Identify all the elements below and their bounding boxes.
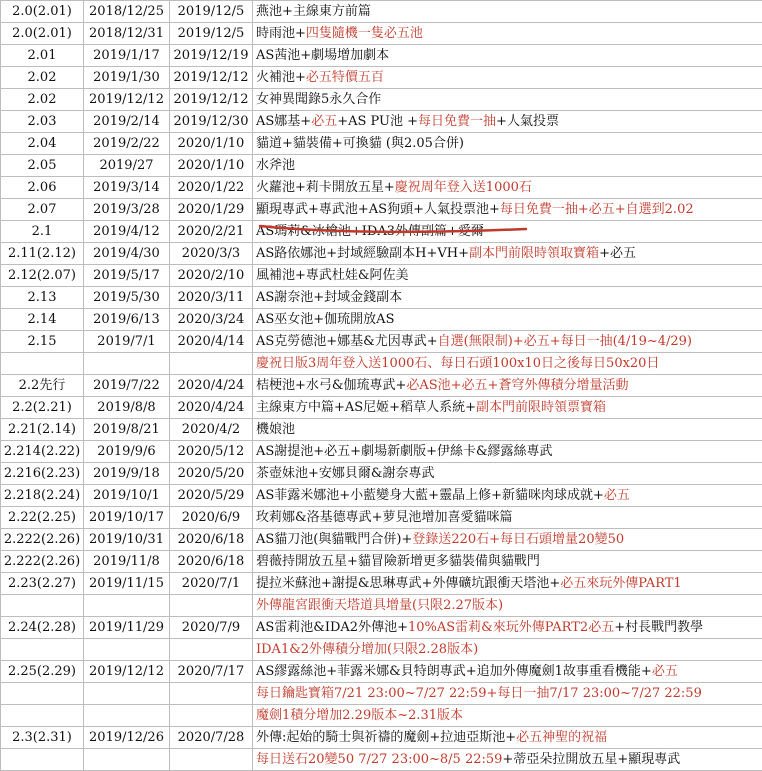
tw-date-cell: 2020/1/29 <box>170 199 253 221</box>
tw-date-cell <box>170 639 253 661</box>
tw-date-cell: 2020/4/14 <box>170 331 253 353</box>
tw-date-cell: 2020/7/17 <box>170 661 253 683</box>
jp-date-cell: 2019/12/12 <box>84 661 170 683</box>
highlight-text: 魔劍1積分增加2.29版本~2.31版本 <box>256 708 463 723</box>
table-row <box>1 551 762 573</box>
table-row <box>1 595 762 617</box>
content-cell <box>253 573 762 595</box>
tw-date-cell: 2020/1/22 <box>170 177 253 199</box>
jp-date-cell: 2019/10/1 <box>84 485 170 507</box>
highlight-text: 自選(無限制)+必五+每日一抽(4/19~4/29) <box>438 334 692 349</box>
tw-date-cell: 2020/5/12 <box>170 441 253 463</box>
tw-date-cell: 2020/1/10 <box>170 133 253 155</box>
tw-date-cell: 2020/4/2 <box>170 419 253 441</box>
tw-date-cell: 2020/6/18 <box>170 551 253 573</box>
jp-date-cell: 2019/11/8 <box>84 551 170 573</box>
jp-date-cell: 2019/6/13 <box>84 309 170 331</box>
table-row <box>1 617 762 639</box>
table-row <box>1 45 762 67</box>
table-row <box>1 133 762 155</box>
content-cell <box>253 529 762 551</box>
content-cell <box>253 639 762 661</box>
content-cell <box>253 617 762 639</box>
jp-date-cell: 2019/3/28 <box>84 199 170 221</box>
version-cell: 2.218(2.24) <box>1 485 84 507</box>
highlight-text: 必五 <box>652 664 678 679</box>
tw-date-cell: 2020/4/24 <box>170 375 253 397</box>
content-cell <box>253 507 762 529</box>
version-cell: 2.0(2.01) <box>1 1 84 23</box>
jp-date-cell: 2018/12/25 <box>84 1 170 23</box>
content-cell <box>253 727 762 749</box>
table-row <box>1 485 762 507</box>
content-text: 水斧池 <box>256 158 295 173</box>
content-cell <box>253 155 762 177</box>
content-text: AS巫女池+伽琉開放AS <box>256 312 394 327</box>
version-cell: 2.04 <box>1 133 84 155</box>
table-row <box>1 441 762 463</box>
version-cell <box>1 749 84 771</box>
jp-date-cell: 2019/27 <box>84 155 170 177</box>
highlight-text: 副本門前限時領票寶箱 <box>476 400 606 415</box>
content-cell <box>253 133 762 155</box>
content-cell <box>253 221 762 243</box>
tw-date-cell: 2020/3/3 <box>170 243 253 265</box>
version-cell: 2.07 <box>1 199 84 221</box>
content-text: 主線東方中篇+AS尼姬+稻草人系統+ <box>256 400 476 415</box>
content-text: AS菲露米娜池+小藍變身大藍+靈晶上修+新貓咪肉球成就+ <box>256 488 604 503</box>
table-row <box>1 639 762 661</box>
jp-date-cell: 2019/12/26 <box>84 727 170 749</box>
jp-date-cell: 2019/7/22 <box>84 375 170 397</box>
table-row <box>1 749 762 771</box>
tw-date-cell: 2020/3/24 <box>170 309 253 331</box>
highlight-text: IDA1&2外傳積分增加(只限2.28版本) <box>256 642 478 657</box>
content-text: 桔梗池+水弓&伽琉專武+ <box>256 378 406 393</box>
jp-date-cell: 2019/9/6 <box>84 441 170 463</box>
jp-date-cell: 2019/11/15 <box>84 573 170 595</box>
highlight-text: 必五來玩外傳PART1 <box>560 576 681 591</box>
table-row <box>1 23 762 45</box>
content-text: 燕池+主線東方前篇 <box>256 4 371 19</box>
content-cell <box>253 177 762 199</box>
table-row <box>1 705 762 727</box>
tw-date-cell: 2020/7/1 <box>170 573 253 595</box>
jp-date-cell: 2019/10/17 <box>84 507 170 529</box>
version-cell: 2.22(2.25) <box>1 507 84 529</box>
table-row <box>1 661 762 683</box>
content-cell <box>253 309 762 331</box>
jp-date-cell <box>84 683 170 705</box>
table-row <box>1 89 762 111</box>
content-cell <box>253 419 762 441</box>
tw-date-cell: 2020/7/9 <box>170 617 253 639</box>
tw-date-cell <box>170 595 253 617</box>
content-cell <box>253 441 762 463</box>
jp-date-cell: 2019/12/12 <box>84 89 170 111</box>
jp-date-cell: 2019/11/29 <box>84 617 170 639</box>
version-cell: 2.216(2.23) <box>1 463 84 485</box>
highlight-text: 每日免費一抽 <box>418 114 496 129</box>
table-row <box>1 155 762 177</box>
content-text: +必五 <box>599 246 636 261</box>
version-cell: 2.06 <box>1 177 84 199</box>
jp-date-cell: 2019/8/21 <box>84 419 170 441</box>
version-cell: 2.1 <box>1 221 84 243</box>
tw-date-cell: 2019/12/12 <box>170 89 253 111</box>
jp-date-cell: 2019/8/8 <box>84 397 170 419</box>
tw-date-cell: 2020/4/24 <box>170 397 253 419</box>
version-cell: 2.214(2.22) <box>1 441 84 463</box>
highlight-text: 必五 <box>604 488 630 503</box>
tw-date-cell: 2019/12/12 <box>170 67 253 89</box>
tw-date-cell: 2020/1/10 <box>170 155 253 177</box>
table-row <box>1 529 762 551</box>
table-row <box>1 353 762 375</box>
table-row <box>1 111 762 133</box>
highlight-text: 慶祝日版3周年登入送1000石、每日石頭100x10日之後每日50x20日 <box>256 356 659 371</box>
jp-date-cell <box>84 595 170 617</box>
content-text: AS謝提池+必五+劇場新劇版+伊絲卡&繆露絲專武 <box>256 444 553 459</box>
jp-date-cell: 2019/1/17 <box>84 45 170 67</box>
table-row <box>1 683 762 705</box>
content-cell <box>253 661 762 683</box>
version-cell: 2.2(2.21) <box>1 397 84 419</box>
version-cell: 2.24(2.28) <box>1 617 84 639</box>
tw-date-cell: 2020/2/10 <box>170 265 253 287</box>
content-text: AS繆露絲池+菲露米娜&貝特朗專武+追加外傳魔劍1故事重看機能+ <box>256 664 652 679</box>
table-body <box>1 1 762 771</box>
content-text: 茶壺妹池+安娜貝爾&謝奈專武 <box>256 466 434 481</box>
table-row <box>1 331 762 353</box>
content-cell <box>253 595 762 617</box>
content-cell <box>253 397 762 419</box>
highlight-text: 必五神聖的祝福 <box>516 730 607 745</box>
jp-date-cell: 2019/2/14 <box>84 111 170 133</box>
tw-date-cell: 2020/6/18 <box>170 529 253 551</box>
content-text: 貓道+貓裝備+可換貓 (與2.05合併) <box>256 136 464 151</box>
content-text: AS茜池+劇場增加劇本 <box>256 48 389 63</box>
version-cell <box>1 639 84 661</box>
content-text: AS瑪莉&冰槍池+IDA3外傳副篇+愛爾 <box>256 224 484 239</box>
version-cell: 2.01 <box>1 45 84 67</box>
table-row <box>1 727 762 749</box>
content-text: AS克勞德池+娜基&尤因專武+ <box>256 334 438 349</box>
tw-date-cell <box>170 353 253 375</box>
table-row <box>1 265 762 287</box>
content-text: +村長戰門教學 <box>614 620 703 635</box>
jp-date-cell: 2019/5/30 <box>84 287 170 309</box>
highlight-text: 慶祝周年登入送1000石 <box>395 180 532 195</box>
jp-date-cell: 2019/9/18 <box>84 463 170 485</box>
content-cell <box>253 353 762 375</box>
version-cell: 2.13 <box>1 287 84 309</box>
content-cell <box>253 45 762 67</box>
content-cell <box>253 89 762 111</box>
version-cell: 2.11(2.12) <box>1 243 84 265</box>
table-row <box>1 287 762 309</box>
content-cell <box>253 287 762 309</box>
tw-date-cell <box>170 705 253 727</box>
tw-date-cell: 2020/2/21 <box>170 221 253 243</box>
version-cell: 2.3(2.31) <box>1 727 84 749</box>
highlight-text: 外傳龍宮跟衝天塔道具增量(只限2.27版本) <box>256 598 503 613</box>
highlight-text: 10%AS雷莉&來玩外傳PART2必五 <box>408 620 614 635</box>
tw-date-cell: 2020/5/29 <box>170 485 253 507</box>
version-cell: 2.12(2.07) <box>1 265 84 287</box>
jp-date-cell <box>84 639 170 661</box>
content-cell <box>253 111 762 133</box>
version-cell <box>1 353 84 375</box>
content-text: AS謝奈池+封域金錢副本 <box>256 290 402 305</box>
table-row <box>1 463 762 485</box>
highlight-text: 四隻隨機一隻必五池 <box>306 26 423 41</box>
table-row <box>1 507 762 529</box>
table-row <box>1 419 762 441</box>
content-cell <box>253 375 762 397</box>
content-text: 風補池+專武杜娃&阿佐美 <box>256 268 408 283</box>
highlight-text: 登錄送220石+每日石頭增量20變50 <box>412 532 624 547</box>
version-cell: 2.23(2.27) <box>1 573 84 595</box>
table-row <box>1 309 762 331</box>
jp-date-cell <box>84 705 170 727</box>
table-row <box>1 67 762 89</box>
version-cell: 2.15 <box>1 331 84 353</box>
jp-date-cell: 2019/7/1 <box>84 331 170 353</box>
content-cell <box>253 463 762 485</box>
table-row <box>1 573 762 595</box>
version-cell: 2.03 <box>1 111 84 133</box>
content-cell <box>253 23 762 45</box>
content-cell <box>253 199 762 221</box>
version-cell: 2.21(2.14) <box>1 419 84 441</box>
highlight-text: 每日免費一抽+必五+自選到2.02 <box>500 202 694 217</box>
content-text: AS雷莉池&IDA2外傳池+ <box>256 620 408 635</box>
content-cell <box>253 243 762 265</box>
jp-date-cell <box>84 353 170 375</box>
version-cell: 2.25(2.29) <box>1 661 84 683</box>
highlight-text: 每日送石20變50 7/27 23:00~8/5 22:59 <box>256 752 502 767</box>
table-row <box>1 243 762 265</box>
jp-date-cell: 2019/4/12 <box>84 221 170 243</box>
version-cell: 2.222(2.26) <box>1 551 84 573</box>
table-row <box>1 177 762 199</box>
content-text: 玫莉娜&洛基德專武+萝見池增加喜愛貓咪篇 <box>256 510 512 525</box>
content-text: 機娘池 <box>256 422 295 437</box>
content-text: +蒂亞朵拉開放五星+顯現專武 <box>502 752 680 767</box>
content-text: +AS PU池 + <box>337 114 418 129</box>
version-cell: 2.14 <box>1 309 84 331</box>
content-cell <box>253 551 762 573</box>
tw-date-cell <box>170 683 253 705</box>
content-cell <box>253 749 762 771</box>
jp-date-cell: 2019/4/30 <box>84 243 170 265</box>
version-cell: 2.02 <box>1 67 84 89</box>
content-text: 火蘿池+莉卡開放五星+ <box>256 180 395 195</box>
tw-date-cell: 2019/12/30 <box>170 111 253 133</box>
content-cell <box>253 683 762 705</box>
jp-date-cell: 2018/12/31 <box>84 23 170 45</box>
version-cell: 2.02 <box>1 89 84 111</box>
tw-date-cell: 2020/5/20 <box>170 463 253 485</box>
tw-date-cell: 2020/7/28 <box>170 727 253 749</box>
highlight-text: 必AS池+必五+蒼穹外傳積分增量活動 <box>406 378 628 393</box>
tw-date-cell: 2019/12/5 <box>170 23 253 45</box>
version-cell <box>1 595 84 617</box>
highlight-text: 副本門前限時領取寶箱 <box>469 246 599 261</box>
tw-date-cell: 2019/12/5 <box>170 1 253 23</box>
content-cell <box>253 485 762 507</box>
table-row <box>1 199 762 221</box>
content-text: AS娜基+ <box>256 114 311 129</box>
table-row <box>1 375 762 397</box>
jp-date-cell: 2019/3/14 <box>84 177 170 199</box>
content-text: AS貓刀池(與貓戰門合併)+ <box>256 532 412 547</box>
content-cell <box>253 1 762 23</box>
content-text: 時雨池+ <box>256 26 306 41</box>
content-text: 碧薇持開放五星+貓冒險新增更多貓裝備與貓戰門 <box>256 554 540 569</box>
jp-date-cell <box>84 749 170 771</box>
content-text: AS路依娜池+封域經驗副本H+VH+ <box>256 246 469 261</box>
highlight-text: 每日鑰匙寶箱7/21 23:00~7/27 22:59+每日一抽7/17 23:00~7/27 22:59 <box>256 686 702 701</box>
content-text: 外傳:起始的騎士與祈禱的魔劍+拉迪亞斯池+ <box>256 730 516 745</box>
content-cell <box>253 265 762 287</box>
content-cell <box>253 705 762 727</box>
content-text: 女神異聞錄5永久合作 <box>256 92 381 107</box>
version-cell: 2.0(2.01) <box>1 23 84 45</box>
version-cell <box>1 683 84 705</box>
jp-date-cell: 2019/5/17 <box>84 265 170 287</box>
table-row <box>1 221 762 243</box>
tw-date-cell: 2019/12/19 <box>170 45 253 67</box>
jp-date-cell: 2019/1/30 <box>84 67 170 89</box>
table-row <box>1 397 762 419</box>
version-cell: 2.05 <box>1 155 84 177</box>
jp-date-cell: 2019/10/31 <box>84 529 170 551</box>
version-cell: 2.2先行 <box>1 375 84 397</box>
tw-date-cell <box>170 749 253 771</box>
content-text: 提拉米蘇池+謝提&思琳專武+外傳礦坑跟衝天塔池+ <box>256 576 560 591</box>
content-text: +人氣投票 <box>496 114 559 129</box>
tw-date-cell: 2020/3/11 <box>170 287 253 309</box>
version-cell <box>1 705 84 727</box>
content-text: 火補池+ <box>256 70 306 85</box>
content-cell <box>253 67 762 89</box>
tw-date-cell: 2020/6/9 <box>170 507 253 529</box>
highlight-text: 必五特價五百 <box>306 70 384 85</box>
table-row <box>1 1 762 23</box>
highlight-text: 必五 <box>311 114 337 129</box>
jp-date-cell: 2019/2/22 <box>84 133 170 155</box>
content-text: 顯現專武+專武池+AS狗頭+人氣投票池+ <box>256 202 500 217</box>
version-cell: 2.222(2.26) <box>1 529 84 551</box>
content-cell <box>253 331 762 353</box>
